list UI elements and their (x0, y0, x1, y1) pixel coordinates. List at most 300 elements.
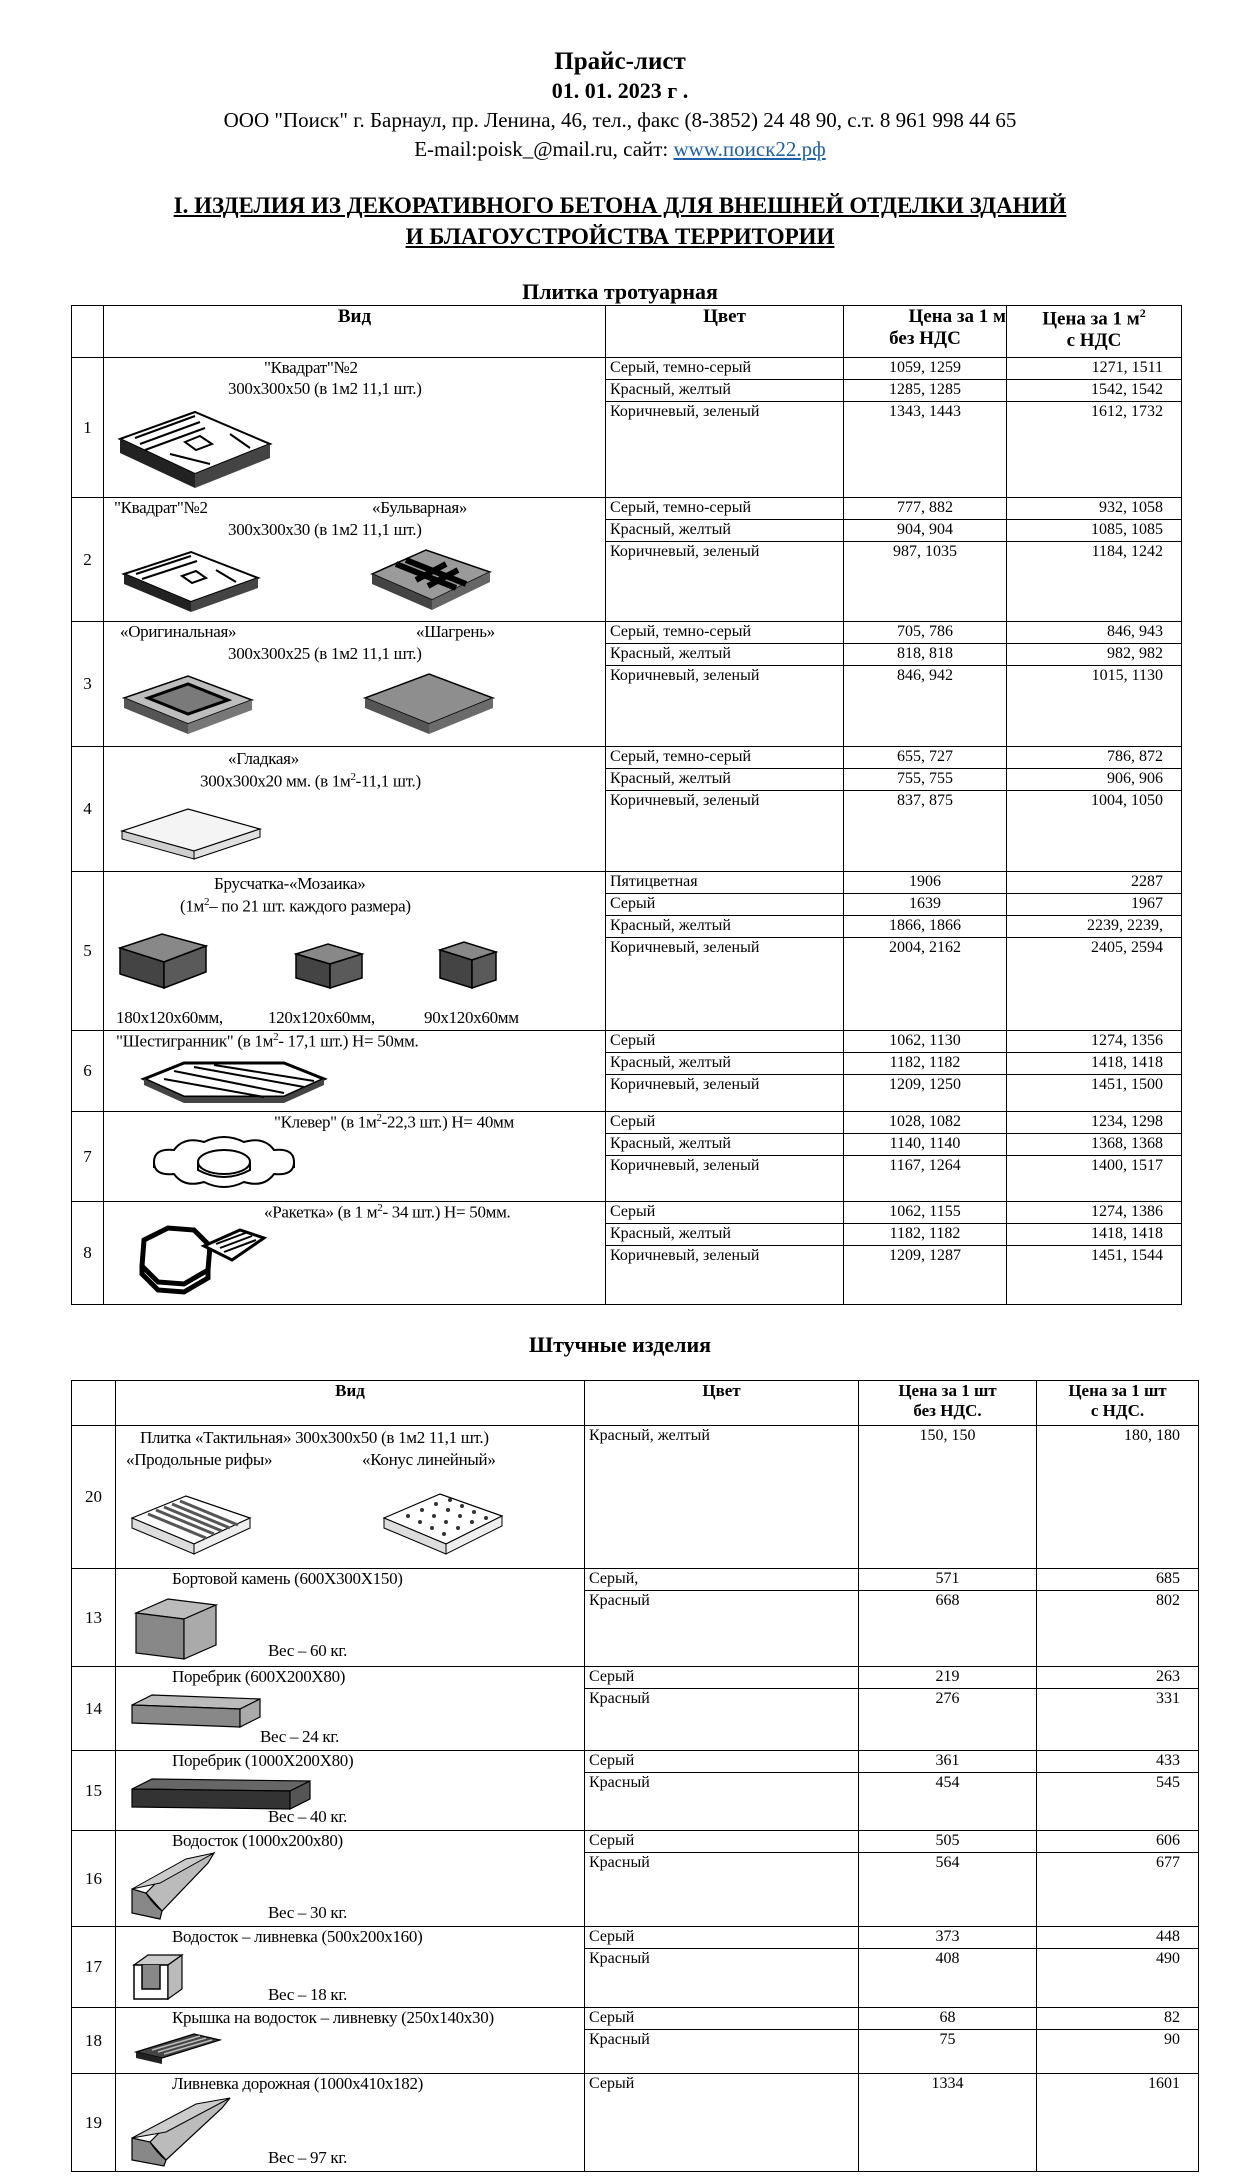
subrow (844, 938, 1006, 959)
price-vat-cell (1007, 872, 1182, 1031)
product-cell (116, 1667, 585, 1751)
product-name-sup: 2 (376, 1112, 382, 1124)
subrows (1037, 1569, 1198, 1611)
subrow (844, 1224, 1006, 1246)
price-no-vat-header (859, 1381, 1037, 1426)
subrow (859, 1591, 1036, 1612)
price-vat-line: 1015, 1130 (1091, 667, 1163, 684)
row-number: 14 (72, 1667, 116, 1751)
subrow (606, 1202, 843, 1224)
price-no-vat-cell (859, 1569, 1037, 1667)
subrow (844, 1156, 1006, 1177)
subrow (844, 622, 1006, 644)
price-no-vat-cell (859, 1927, 1037, 2008)
product-weight: Вес – 40 кг. (268, 1807, 348, 1826)
stone-size-3: 90х120х60мм (424, 1008, 519, 1027)
product-pack-text-2: – по 21 шт. каждого размера) (209, 896, 411, 916)
color-line: Серый (585, 1927, 858, 1949)
product-name: Поребрик (1000Х200Х80) (172, 1751, 354, 1770)
subrows (606, 358, 843, 422)
colors-cell (585, 1426, 859, 1569)
price-no-vat-line: 68 (859, 2008, 1036, 2030)
product-cell (104, 872, 606, 1031)
product-cell (104, 622, 606, 747)
border-stone-icon (126, 1685, 266, 1733)
price-no-vat-line: 655, 727 (844, 747, 1006, 769)
subrow (585, 2030, 858, 2051)
subrow (1007, 1134, 1181, 1156)
product-cell (116, 2008, 585, 2074)
hexagon-tile-icon (134, 1057, 334, 1109)
row-number: 2 (72, 498, 104, 622)
product-name: Брусчатка-«Мозаика» (214, 874, 366, 893)
price-vat-cell (1007, 498, 1182, 622)
subrow (859, 1689, 1036, 1710)
clover-tile-icon (134, 1128, 314, 1198)
subrow (606, 358, 843, 380)
subrow (1007, 1202, 1181, 1224)
price-no-vat-line: 219 (859, 1667, 1036, 1689)
subrows (1037, 1426, 1198, 1446)
price-no-vat-header-line1: Цена за 1 шт (898, 1381, 997, 1400)
subrows (585, 1426, 858, 1446)
product-name: Поребрик (600Х200Х80) (172, 1667, 346, 1686)
product-weight: Вес – 97 кг. (268, 2148, 348, 2167)
colors-cell (606, 1202, 844, 1305)
color-line: Красный, желтый (606, 1053, 843, 1075)
price-vat-cell (1037, 1667, 1199, 1751)
price-no-vat-line: 1028, 1082 (844, 1112, 1006, 1134)
price-vat-line: 1274, 1356 (1007, 1031, 1181, 1053)
subrow (585, 1569, 858, 1591)
subrow (1037, 1853, 1198, 1874)
subrows (585, 1831, 858, 1873)
subrow (859, 2030, 1036, 2051)
subrows (844, 747, 1006, 811)
product-name-2: «Бульварная» (372, 498, 468, 517)
color-line: Красный, желтый (606, 520, 843, 542)
subrow (844, 380, 1006, 402)
subrow (1037, 1949, 1198, 1970)
price-no-vat-cell (859, 1426, 1037, 1569)
product-size (200, 771, 421, 792)
subrows (606, 747, 843, 811)
subrow (1007, 1224, 1181, 1246)
colors-cell (585, 1667, 859, 1751)
subrows (844, 1112, 1006, 1176)
subrow (859, 1831, 1036, 1853)
subrow (585, 1853, 858, 1874)
product-name-text: "Клевер" (в 1м (274, 1112, 377, 1132)
subrow (844, 1053, 1006, 1075)
row-number: 7 (72, 1112, 104, 1202)
product-cell (116, 1831, 585, 1927)
price-vat-header (1007, 306, 1182, 358)
subrow (1007, 622, 1181, 644)
color-line: Серый (585, 1667, 858, 1689)
subrow (606, 916, 843, 938)
color-line: Серый (585, 1751, 858, 1773)
product-weight: Вес – 24 кг. (260, 1727, 340, 1746)
product-name (116, 1031, 419, 1052)
contact-line (0, 137, 1240, 162)
price-vat-line: 1612, 1732 (1091, 403, 1163, 420)
price-no-vat-line: 1059, 1259 (844, 358, 1006, 380)
colors-cell (606, 872, 844, 1031)
product-weight: Вес – 30 кг. (268, 1903, 348, 1922)
colors-cell (606, 1112, 844, 1202)
color-line: Серый (606, 1202, 843, 1224)
row-number: 1 (72, 358, 104, 498)
row-number: 20 (72, 1426, 116, 1569)
section-heading-line2: И БЛАГОУСТРОЙСТВА ТЕРРИТОРИИ (405, 224, 835, 249)
price-vat-header (1037, 1381, 1199, 1426)
drain-cover-icon (130, 2030, 226, 2070)
row-number: 4 (72, 747, 104, 872)
subrows (859, 1426, 1036, 1446)
subrow (1037, 1751, 1198, 1773)
price-no-vat-line: 846, 942 (897, 667, 953, 684)
price-no-vat-cell (844, 622, 1007, 747)
price-vat-header-line2: с НДС (1066, 330, 1122, 352)
subrow (1007, 1156, 1181, 1177)
subrows (606, 622, 843, 686)
price-no-vat-header-line1: Цена за 1 м (908, 306, 1006, 327)
subrow (585, 1667, 858, 1689)
row-number: 5 (72, 872, 104, 1031)
price-vat-cell (1007, 1031, 1182, 1112)
subrows (859, 1927, 1036, 1969)
product-cell (104, 1202, 606, 1305)
subrow (1037, 1773, 1198, 1794)
subrow (1037, 1591, 1198, 1612)
price-no-vat-line: 564 (935, 1854, 960, 1871)
subrow (585, 1689, 858, 1710)
product-pack-sup: 2 (204, 896, 210, 908)
subrow (1007, 402, 1181, 423)
piece-row (72, 1569, 1199, 1667)
subrow (1037, 1667, 1198, 1689)
price-vat-line: 1418, 1418 (1007, 1224, 1181, 1246)
subrow (606, 1134, 843, 1156)
product-name-text-2: - 17,1 шт.) Н= 50мм. (278, 1031, 419, 1051)
row-number: 6 (72, 1031, 104, 1112)
color-line: Серый (606, 1112, 843, 1134)
road-drain-icon (126, 2092, 236, 2168)
price-no-vat-cell (844, 1202, 1007, 1305)
tiles-caption: Плитка тротуарная (522, 279, 718, 304)
site-link[interactable]: www.поиск22.рф (673, 137, 826, 161)
subrow (1007, 872, 1181, 894)
subrow (606, 380, 843, 402)
subrow (585, 2074, 858, 2094)
subrow (1007, 666, 1181, 687)
subrow (1007, 542, 1181, 563)
product-size-sup: 2 (350, 771, 356, 783)
tile-row (72, 1031, 1182, 1112)
price-no-vat-cell (844, 872, 1007, 1031)
subrows (844, 622, 1006, 686)
tile-row (72, 498, 1182, 622)
product-name: "Квадрат"№2 (264, 358, 358, 377)
product-cell (104, 358, 606, 498)
price-no-vat-line: 373 (859, 1927, 1036, 1949)
price-no-vat-cell (844, 1112, 1007, 1202)
product-pack (180, 896, 411, 917)
price-no-vat-line: 1182, 1182 (844, 1053, 1006, 1075)
subrows (859, 1751, 1036, 1793)
subrows (1007, 872, 1181, 958)
subrows (585, 2074, 858, 2094)
color-line: Серый, темно-серый (606, 358, 843, 380)
subrows (859, 2008, 1036, 2050)
price-vat-cell (1037, 1831, 1199, 1927)
piece-row (72, 1426, 1199, 1569)
product-variant-2: «Конус линейный» (362, 1450, 496, 1469)
subrow (844, 1031, 1006, 1053)
colors-cell (585, 2008, 859, 2074)
subrow (1037, 2074, 1198, 2094)
subrow (844, 791, 1006, 812)
subrow (1007, 916, 1181, 938)
colors-cell (606, 498, 844, 622)
price-vat-line: 2405, 2594 (1091, 939, 1163, 956)
price-no-vat-line: 777, 882 (844, 498, 1006, 520)
tactile-cones-icon (378, 1486, 508, 1562)
color-line: Красный (589, 1854, 650, 1871)
tile-row (72, 622, 1182, 747)
subrow (606, 747, 843, 769)
price-no-vat-line: 1140, 1140 (844, 1134, 1006, 1156)
price-no-vat-line: 408 (935, 1950, 960, 1967)
product-name: Бортовой камень (600Х300Х150) (172, 1569, 403, 1588)
product-name (264, 1202, 511, 1223)
product-name-sup: 2 (273, 1031, 279, 1043)
tile-square-icon (110, 404, 280, 494)
color-line: Красный, желтый (606, 1224, 843, 1246)
subrow (606, 402, 843, 423)
subrow (859, 1667, 1036, 1689)
price-vat-line: 1184, 1242 (1091, 543, 1163, 560)
product-cell (104, 747, 606, 872)
subrow (1007, 498, 1181, 520)
tile-row (72, 872, 1182, 1031)
price-vat-header-sup: 2 (1139, 306, 1146, 320)
vid-header: Вид (104, 306, 606, 358)
price-no-vat-cell (859, 1667, 1037, 1751)
product-size: 300х300х50 (в 1м2 11,1 шт.) (228, 379, 422, 398)
subrow (585, 1949, 858, 1970)
storm-drain-icon (128, 1947, 188, 2005)
subrow (1037, 1689, 1198, 1710)
subrow (606, 520, 843, 542)
price-vat-cell (1007, 622, 1182, 747)
price-vat-line: 1004, 1050 (1091, 792, 1163, 809)
gutter-icon (126, 1849, 222, 1923)
color-line: Серый, темно-серый (606, 498, 843, 520)
row-number: 15 (72, 1751, 116, 1831)
subrows (1007, 498, 1181, 562)
racket-tile-icon (124, 1216, 284, 1302)
subrows (1007, 1112, 1181, 1176)
pieces-table (71, 1380, 1199, 2172)
product-cell (104, 498, 606, 622)
page-title: Прайс-лист (554, 48, 686, 75)
subrow (844, 1112, 1006, 1134)
product-cell (104, 1112, 606, 1202)
price-no-vat-line: 668 (935, 1592, 960, 1609)
curb-stone-icon (128, 1589, 224, 1665)
price-vat-header-line1 (1007, 306, 1181, 330)
price-no-vat-line: 454 (935, 1774, 960, 1791)
product-cell (116, 1569, 585, 1667)
subrows (585, 1927, 858, 1969)
subrow (1037, 2030, 1198, 2051)
subrows (844, 358, 1006, 422)
price-vat-cell (1037, 1569, 1199, 1667)
subrow (606, 1053, 843, 1075)
price-no-vat-line: 75 (939, 2031, 956, 2048)
section-heading (0, 190, 1240, 252)
subrow (859, 1426, 1036, 1446)
colors-cell (606, 358, 844, 498)
price-no-vat-header (844, 306, 1007, 358)
color-line: Красный (589, 1774, 650, 1791)
subrow (859, 1853, 1036, 1874)
subrows (1007, 747, 1181, 811)
original-tile-icon (118, 670, 258, 742)
color-line: Красный, желтый (606, 644, 843, 666)
color-line: Серый (606, 894, 843, 916)
subrow (844, 769, 1006, 791)
subrow (585, 1426, 858, 1446)
price-no-vat-line: 818, 818 (844, 644, 1006, 666)
price-vat-line: 1967 (1007, 894, 1181, 916)
price-list-date: 01. 01. 2023 г . (551, 78, 689, 103)
subrow (606, 666, 843, 687)
tile-row (72, 747, 1182, 872)
price-no-vat-line: 1167, 1264 (889, 1157, 961, 1174)
price-no-vat-line: 987, 1035 (893, 543, 957, 560)
price-vat-line: 786, 872 (1007, 747, 1181, 769)
subrow (844, 872, 1006, 894)
color-line: Коричневый, зеленый (610, 667, 760, 684)
price-vat-line: 1274, 1386 (1007, 1202, 1181, 1224)
price-no-vat-cell (859, 1831, 1037, 1927)
row-number: 17 (72, 1927, 116, 2008)
color-line: Красный (589, 1950, 650, 1967)
price-no-vat-line: 1343, 1443 (889, 403, 961, 420)
subrows (606, 1031, 843, 1095)
subrow (844, 747, 1006, 769)
subrows (606, 498, 843, 562)
product-size: 300х300х25 (в 1м2 11,1 шт.) (228, 644, 422, 663)
price-vat-cell (1037, 2008, 1199, 2074)
price-no-vat-cell (859, 2074, 1037, 2172)
product-name: «Оригинальная» (120, 622, 237, 641)
subrows (844, 1031, 1006, 1095)
product-name: Крышка на водосток – ливневку (250х140х30) (172, 2008, 494, 2027)
subrows (1037, 2008, 1198, 2050)
pieces-caption: Штучные изделия (528, 1332, 712, 1357)
colors-cell (585, 1927, 859, 2008)
product-pack-text: (1м (180, 896, 205, 916)
subrow (1007, 1075, 1181, 1096)
subrows (859, 2074, 1036, 2094)
smooth-tile-icon (116, 803, 266, 867)
subrow (585, 1591, 858, 1612)
subrow (1037, 1426, 1198, 1446)
subrows (606, 1202, 843, 1266)
subrow (585, 1831, 858, 1853)
subrow (844, 520, 1006, 542)
row-number: 18 (72, 2008, 116, 2074)
color-line: Коричневый, зеленый (610, 1247, 760, 1264)
subrow (844, 666, 1006, 687)
product-cell (116, 1927, 585, 2008)
subrow (844, 1134, 1006, 1156)
color-line: Серый, темно-серый (606, 622, 843, 644)
color-line: Коричневый, зеленый (610, 1157, 760, 1174)
num-header (72, 1381, 116, 1426)
colors-cell (585, 2074, 859, 2172)
price-vat-line: 982, 982 (1007, 644, 1181, 666)
price-vat-header-line1: Цена за 1 шт (1068, 1381, 1167, 1400)
price-no-vat-line: 904, 904 (844, 520, 1006, 542)
price-vat-line: 906, 906 (1007, 769, 1181, 791)
color-line: Красный, желтый (589, 1427, 710, 1444)
price-vat-line: 1400, 1517 (1091, 1157, 1163, 1174)
product-name-sup: 2 (377, 1202, 383, 1214)
paving-stone-medium-icon (290, 938, 370, 998)
price-vat-line: 606 (1037, 1831, 1198, 1853)
colors-cell (606, 1031, 844, 1112)
subrow (859, 2074, 1036, 2094)
price-vat-line: 545 (1156, 1774, 1180, 1791)
subrow (606, 769, 843, 791)
tiles-table (71, 305, 1182, 1305)
product-cell (116, 2074, 585, 2172)
colors-cell (585, 1831, 859, 1927)
color-line: Пятицветная (606, 872, 843, 894)
price-vat-line: 1085, 1085 (1007, 520, 1181, 542)
subrows (585, 2008, 858, 2050)
subrow (606, 791, 843, 812)
subrow (1037, 1927, 1198, 1949)
color-line: Серый (585, 2008, 858, 2030)
subrows (859, 1667, 1036, 1709)
piece-row (72, 1751, 1199, 1831)
product-cell (116, 1751, 585, 1831)
product-name-text-2: -22,3 шт.) Н= 40мм (381, 1112, 514, 1132)
piece-row (72, 2074, 1199, 2172)
tile-row (72, 358, 1182, 498)
subrows (1037, 1927, 1198, 1969)
subrows (585, 1569, 858, 1611)
subrow (1007, 894, 1181, 916)
colors-cell (585, 1751, 859, 1831)
price-no-vat-cell (844, 498, 1007, 622)
subrow (844, 1246, 1006, 1267)
subrow (859, 2008, 1036, 2030)
price-vat-line: 433 (1037, 1751, 1198, 1773)
price-no-vat-line: 2004, 2162 (889, 939, 961, 956)
stone-size-1: 180х120х60мм, (116, 1008, 223, 1027)
product-name: «Гладкая» (228, 749, 299, 768)
price-no-vat-line: 1866, 1866 (844, 916, 1006, 938)
product-name-text: "Шестигранник" (в 1м (116, 1031, 274, 1051)
color-line: Красный, желтый (606, 380, 843, 402)
